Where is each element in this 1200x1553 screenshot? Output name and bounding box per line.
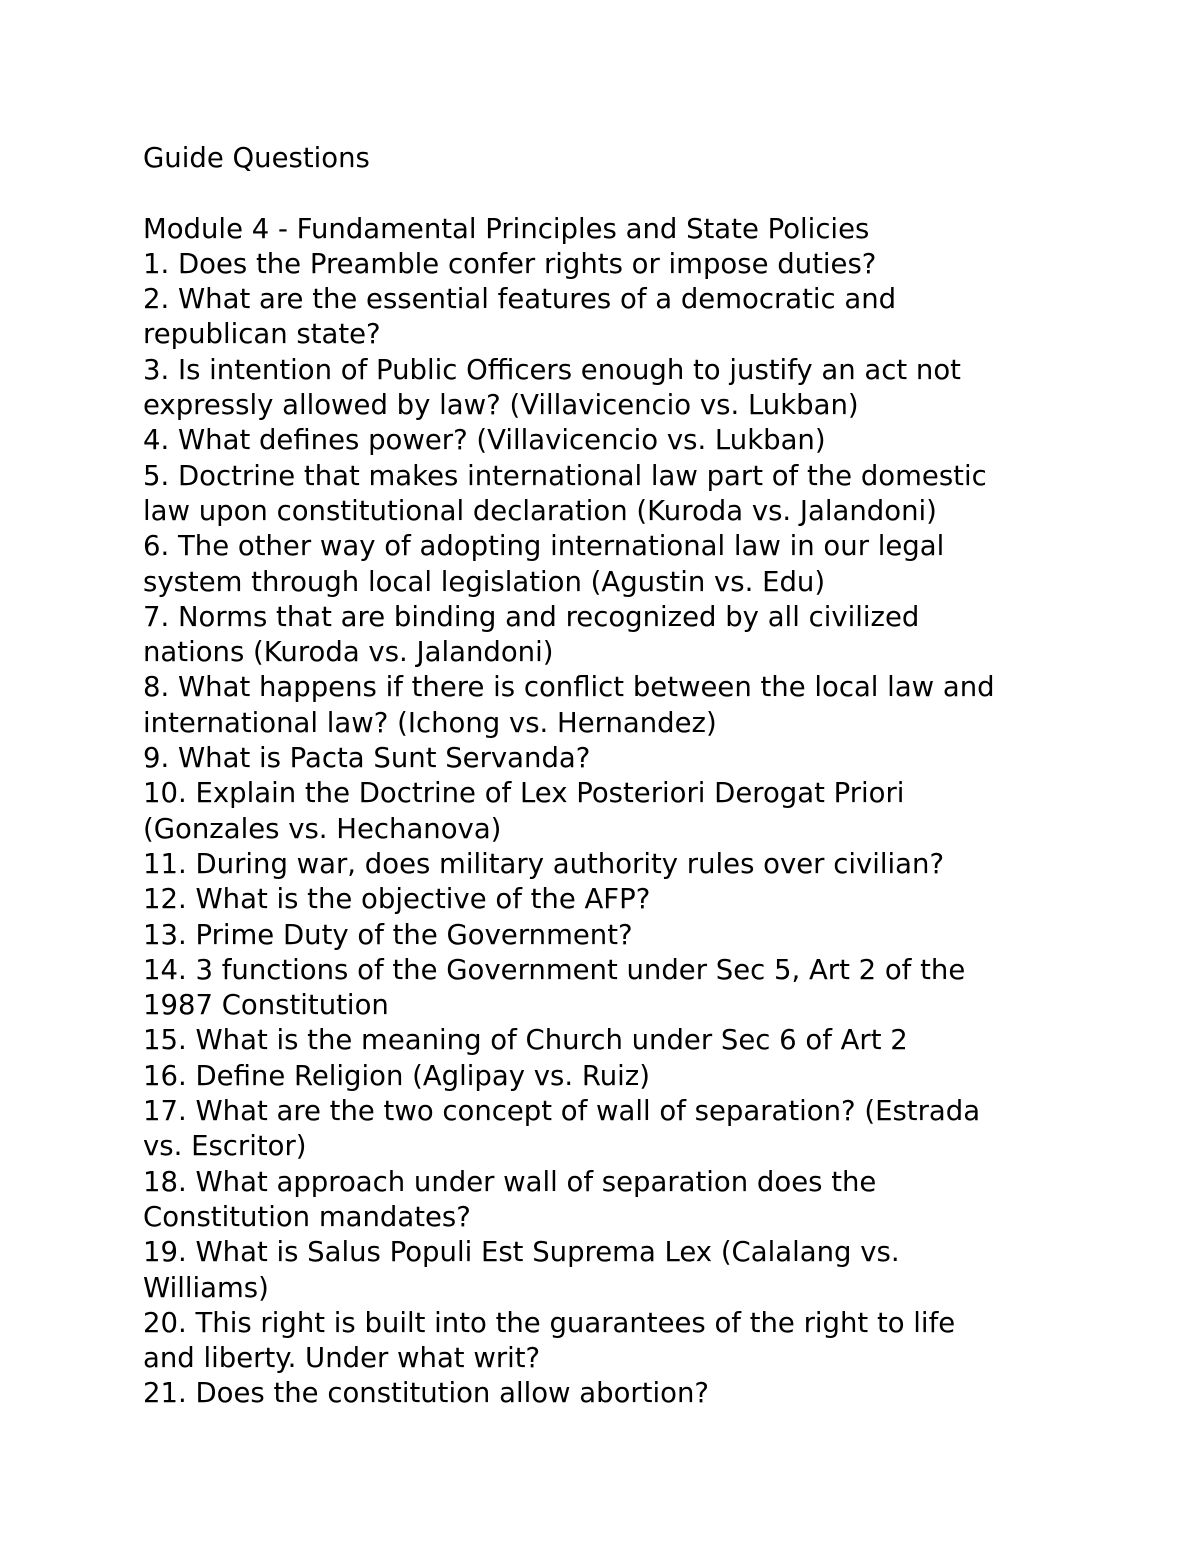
text-line: 15. What is the meaning of Church under Sec 6 of Art 2 bbox=[143, 1024, 908, 1057]
text-line: 10. Explain the Doctrine of Lex Posteriori Derogat Priori bbox=[143, 777, 905, 810]
text-line: (Gonzales vs. Hechanova) bbox=[143, 812, 502, 845]
text-line: 14. 3 functions of the Government under Sec 5, Art 2 of the bbox=[143, 953, 966, 986]
text-line: Constitution mandates? bbox=[143, 1200, 471, 1233]
text-line: 20. This right is built into the guarantees of the right to life bbox=[143, 1306, 956, 1339]
text-line: 16. Define Religion (Aglipay vs. Ruiz) bbox=[143, 1059, 650, 1092]
text-line: 18. What approach under wall of separation does the bbox=[143, 1165, 877, 1198]
text-line: 17. What are the two concept of wall of separation? (Estrada bbox=[143, 1095, 981, 1128]
text-line: vs. Escritor) bbox=[143, 1130, 307, 1163]
text-line: 2. What are the essential features of a democratic and bbox=[143, 283, 897, 316]
text-line: 6. The other way of adopting international law in our legal bbox=[143, 530, 945, 563]
module-title: Module 4 - Fundamental Principles and State Policies bbox=[143, 212, 870, 245]
text-line: system through local legislation (Agustin vs. Edu) bbox=[143, 565, 826, 598]
text-line: 1. Does the Preamble confer rights or impose duties? bbox=[143, 247, 877, 280]
text-line: 12. What is the objective of the AFP? bbox=[143, 883, 651, 916]
text-line: 21. Does the constitution allow abortion? bbox=[143, 1377, 709, 1410]
text-line: 5. Doctrine that makes international law part of the domestic bbox=[143, 459, 987, 492]
text-line: 3. Is intention of Public Officers enough to justify an act not bbox=[143, 353, 961, 386]
text-line: 13. Prime Duty of the Government? bbox=[143, 918, 633, 951]
text-line: 1987 Constitution bbox=[143, 989, 389, 1022]
text-line: law upon constitutional declaration (Kuroda vs. Jalandoni) bbox=[143, 494, 937, 527]
text-line: nations (Kuroda vs. Jalandoni) bbox=[143, 636, 554, 669]
text-line: 19. What is Salus Populi Est Suprema Lex (Calalang vs. bbox=[143, 1236, 900, 1269]
document-body bbox=[143, 141, 1103, 1412]
text-line: international law? (Ichong vs. Hernandez) bbox=[143, 706, 717, 739]
blank-line bbox=[143, 176, 1103, 211]
text-line: 9. What is Pacta Sunt Servanda? bbox=[143, 742, 591, 775]
text-line: 4. What defines power? (Villavicencio vs. Lukban) bbox=[143, 424, 826, 457]
text-line: Williams) bbox=[143, 1271, 269, 1304]
text-line: republican state? bbox=[143, 318, 381, 351]
text-line: 8. What happens if there is conflict between the local law and bbox=[143, 671, 995, 704]
text-line: expressly allowed by law? (Villavicencio vs. Lukban) bbox=[143, 389, 859, 422]
text-line: 7. Norms that are binding and recognized by all civilized bbox=[143, 600, 920, 633]
text-line: and liberty. Under what writ? bbox=[143, 1342, 541, 1375]
document-heading: Guide Questions bbox=[143, 142, 370, 174]
text-line: 11. During war, does military authority rules over civilian? bbox=[143, 847, 945, 880]
